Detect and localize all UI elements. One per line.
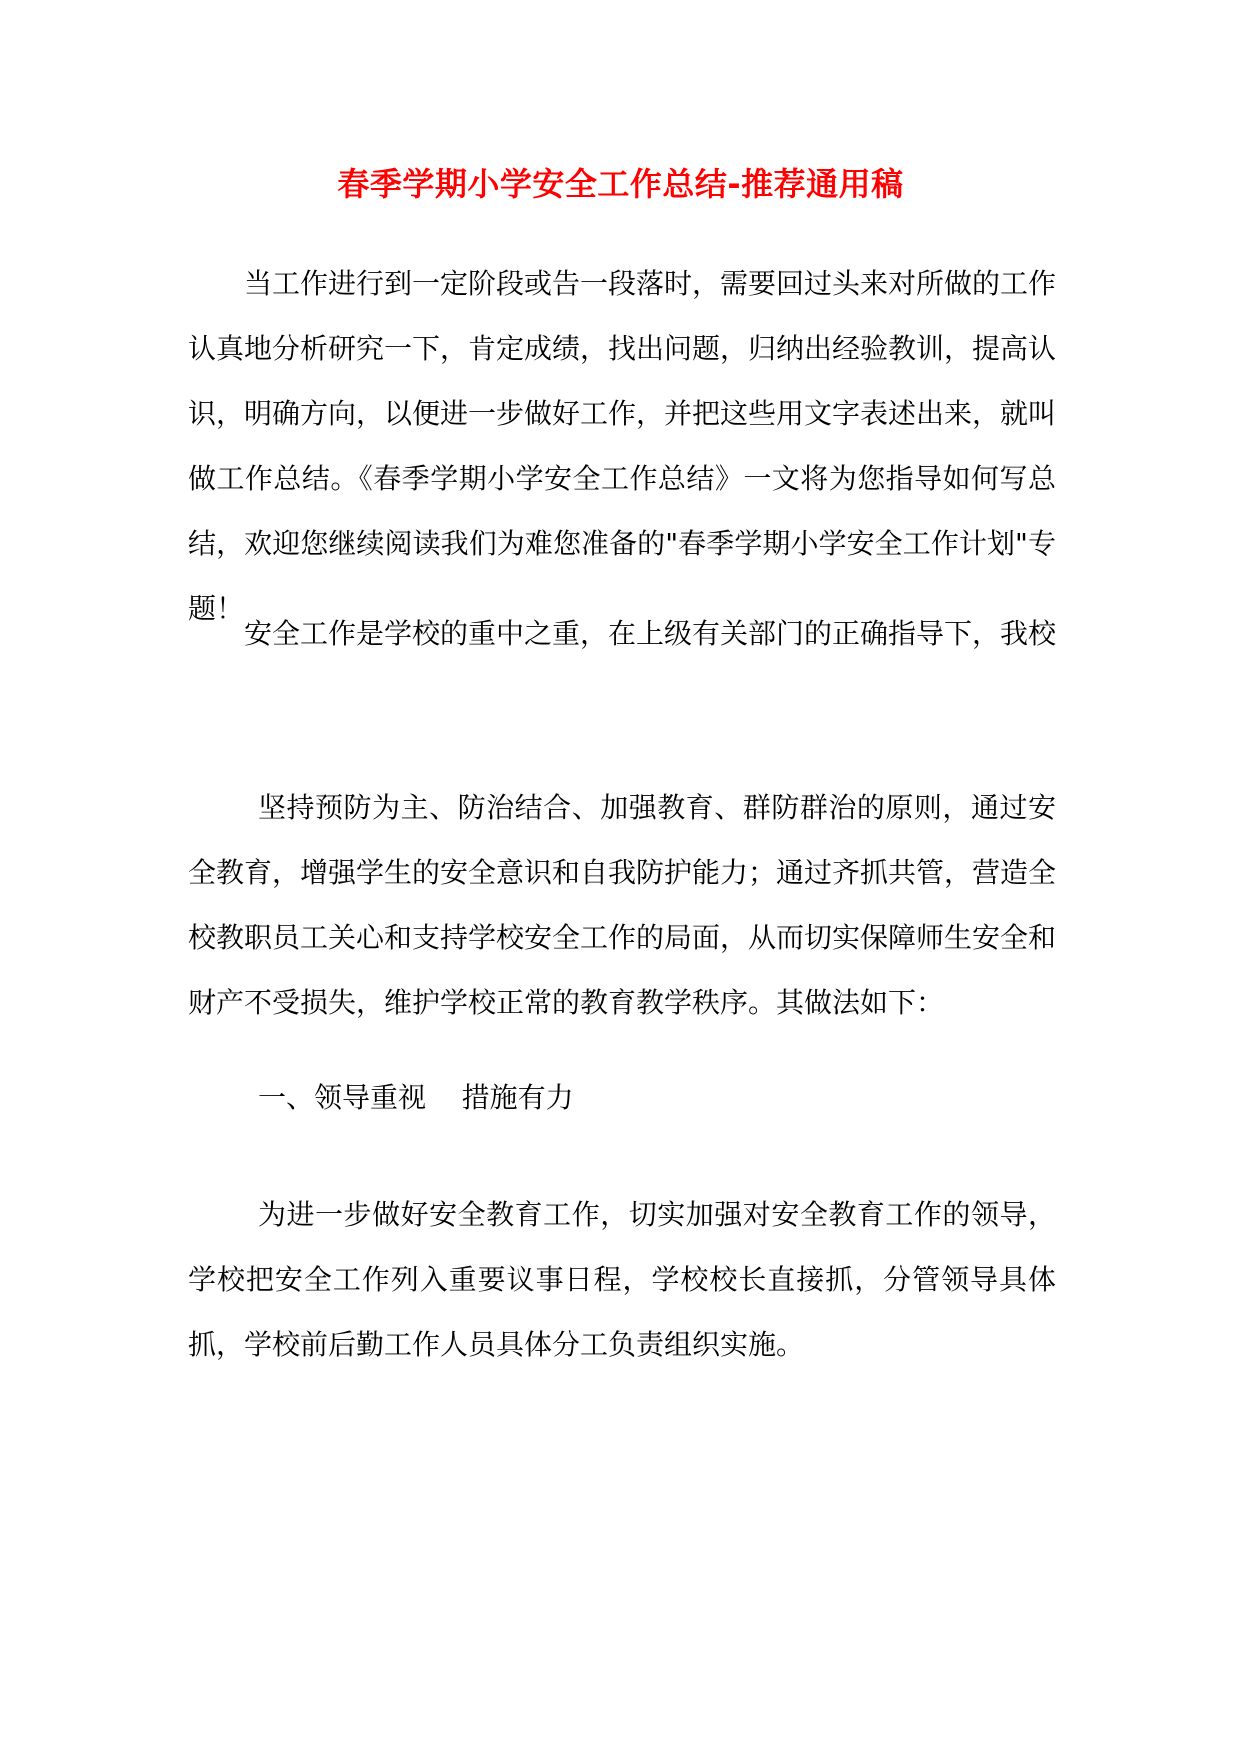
document-title: 春季学期小学安全工作总结-推荐通用稿 <box>337 165 904 203</box>
section-heading-leadership: 一、领导重视 措施有力 <box>258 1081 574 1114</box>
paragraph-leadership: 为进一步做好安全教育工作，切实加强对安全教育工作的领导，学校把安全工作列入重要议事日程，学校校长直接抓，分管领导具体抓，学校前后勤工作人员具体分工负责组织实施。 <box>188 1198 1056 1361</box>
paragraph-principles: 坚持预防为主、防治结合、加强教育、群防群治的原则，通过安全教育，增强学生的安全意识和自我防护能力；通过齐抓共管，营造全校教职员工关心和支持学校安全工作的局面，从而切实保障师生安全和财产不受损失，维护学校正常的教育教学秩序。其做法如下： <box>188 791 1057 1019</box>
paragraph-safety-priority: 安全工作是学校的重中之重，在上级有关部门的正确指导下，我校 <box>244 617 1057 650</box>
paragraph-intro: 当工作进行到一定阶段或告一段落时，需要回过头来对所做的工作认真地分析研究一下，肯定成绩，找出问题，归纳出经验教训，提高认识，明确方向，以便进一步做好工作，并把这些用文字表述出来，就叫做工作总结。《春季学期小学安全工作总结》一文将为您指导如何写总结，欢迎您继续阅读我们为难您准备的"春季学期小学安全工作计划"专题！ <box>188 267 1057 625</box>
